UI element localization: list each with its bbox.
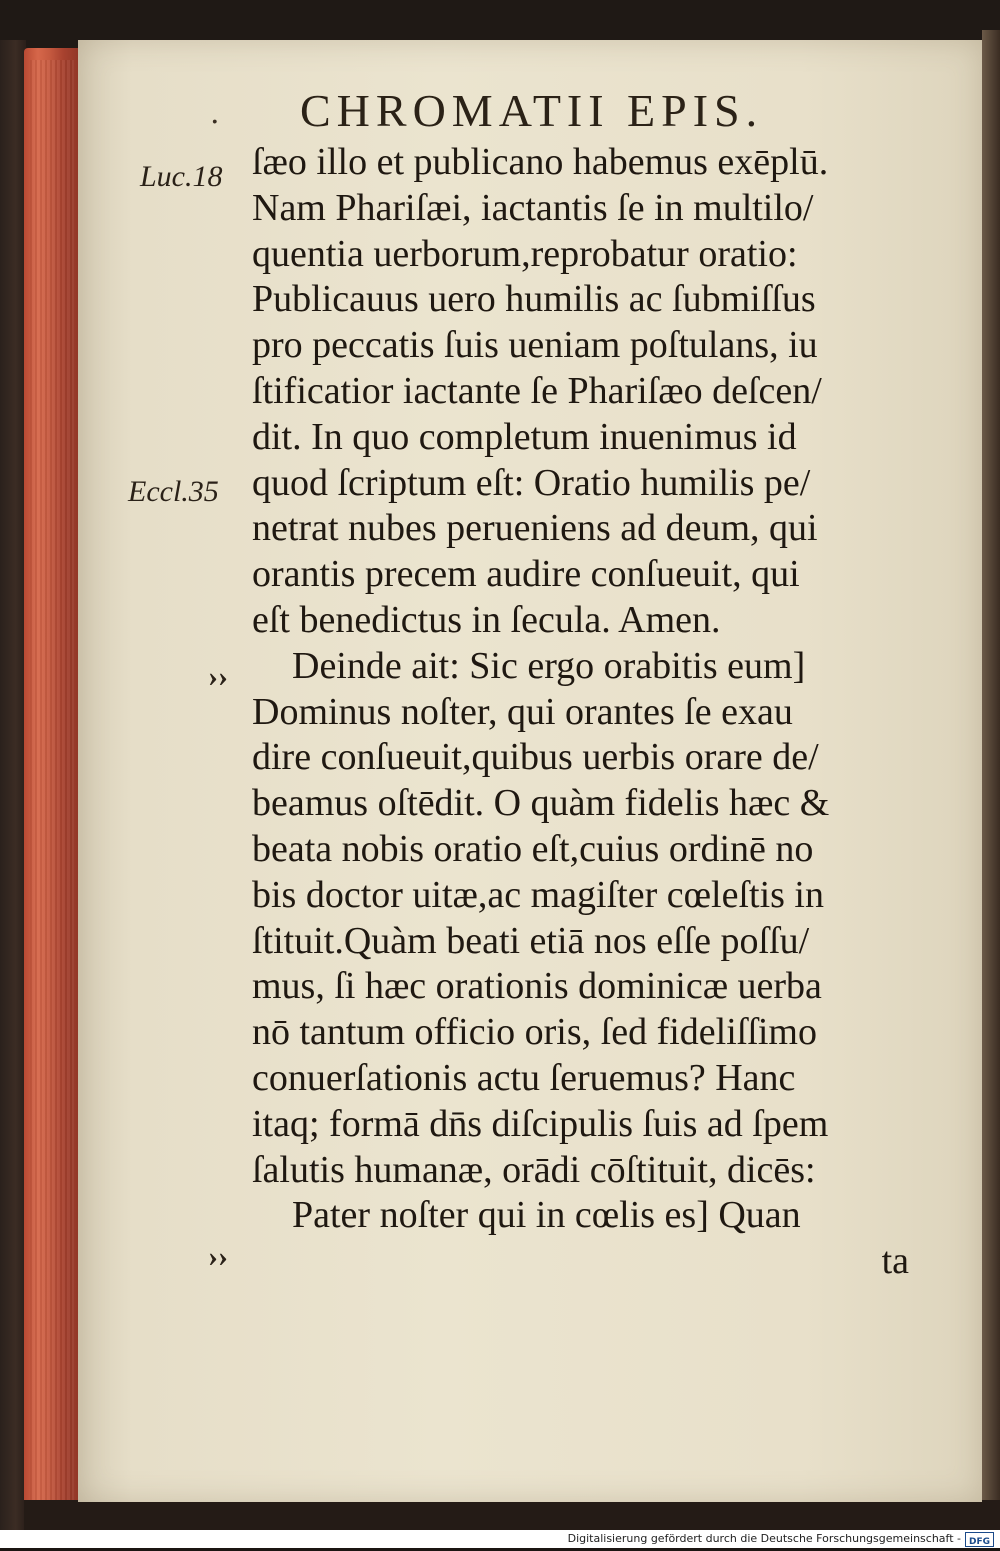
text-line: ſtituit.Quàm beati etiā nos eſſe poſſu/ <box>252 919 810 962</box>
text-line: quod ſcriptum eſt: Oratio humilis pe/ <box>252 461 811 504</box>
footer-credit: Digitalisierung gefördert durch die Deutsche Forschungsgemeinschaft - <box>567 1532 961 1545</box>
head-ornament: . <box>210 96 220 131</box>
text-line: ſæo illo et publicano habemus exēplū. <box>252 141 829 183</box>
text-line: ſalutis humanæ, orādi cōſtituit, dicēs: <box>252 1148 816 1191</box>
text-line: dire conſueuit,quibus uerbis orare de/ <box>252 736 819 779</box>
text-line: beamus oſtēdit. O quàm fidelis hæc & <box>252 782 830 825</box>
margin-note-luc: Luc.18 <box>140 160 223 193</box>
text-line: itaq; formā dn̄s diſcipulis ſuis ad ſpem <box>252 1102 829 1145</box>
text-line: Deinde ait: Sic ergo orabitis eum] <box>292 644 806 687</box>
text-line: Pater noſter qui in cœlis es] Quan <box>292 1194 801 1237</box>
text-line: orantis precem audire conſueuit, qui <box>252 553 800 596</box>
margin-quote-mark-2: ›› <box>208 1240 228 1273</box>
gutter-edge <box>982 30 1000 1530</box>
bottom-shadow <box>24 1500 1000 1530</box>
margin-quote-mark-1: ›› <box>208 660 228 693</box>
text-line: bis doctor uitæ,ac magiſter cœleſtis in <box>252 873 824 916</box>
running-head: CHROMATII EPIS. <box>300 85 764 136</box>
book-binding <box>0 40 26 1530</box>
text-line: Dominus noſter, qui orantes ſe exau <box>252 690 793 733</box>
text-line: Nam Phariſæi, iactantis ſe in multilo/ <box>252 186 814 229</box>
text-line: eſt benedictus in ſecula. Amen. <box>252 598 721 641</box>
text-line: conuerſationis actu ſeruemus? Hanc <box>252 1056 796 1099</box>
text-line: ſtificatior iactante ſe Phariſæo deſcen/ <box>252 369 822 412</box>
body-text <box>252 140 917 1285</box>
catchword: ta <box>881 1240 909 1283</box>
text-line: netrat nubes perueniens ad deum, qui <box>252 507 818 550</box>
text-line: quentia uerborum,reprobatur oratio: <box>252 232 798 275</box>
dfg-logo-icon: DFG <box>965 1532 994 1547</box>
text-line: nō tantum officio oris, ſed fideliſſimo <box>252 1011 817 1054</box>
digitization-footer <box>0 1530 1000 1548</box>
text-line: mus, ſi hæc orationis dominicæ uerba <box>252 965 822 1008</box>
text-line: dit. In quo completum inuenimus id <box>252 415 797 458</box>
text-line: Publicauus uero humilis ac ſubmiſſus <box>252 278 816 321</box>
text-line: pro peccatis ſuis ueniam poſtulans, iu <box>252 324 818 367</box>
text-line: beata nobis oratio eſt,cuius ordinē no <box>252 827 814 870</box>
page-edge-texture <box>30 60 74 1500</box>
margin-note-eccl: Eccl.35 <box>128 475 219 508</box>
